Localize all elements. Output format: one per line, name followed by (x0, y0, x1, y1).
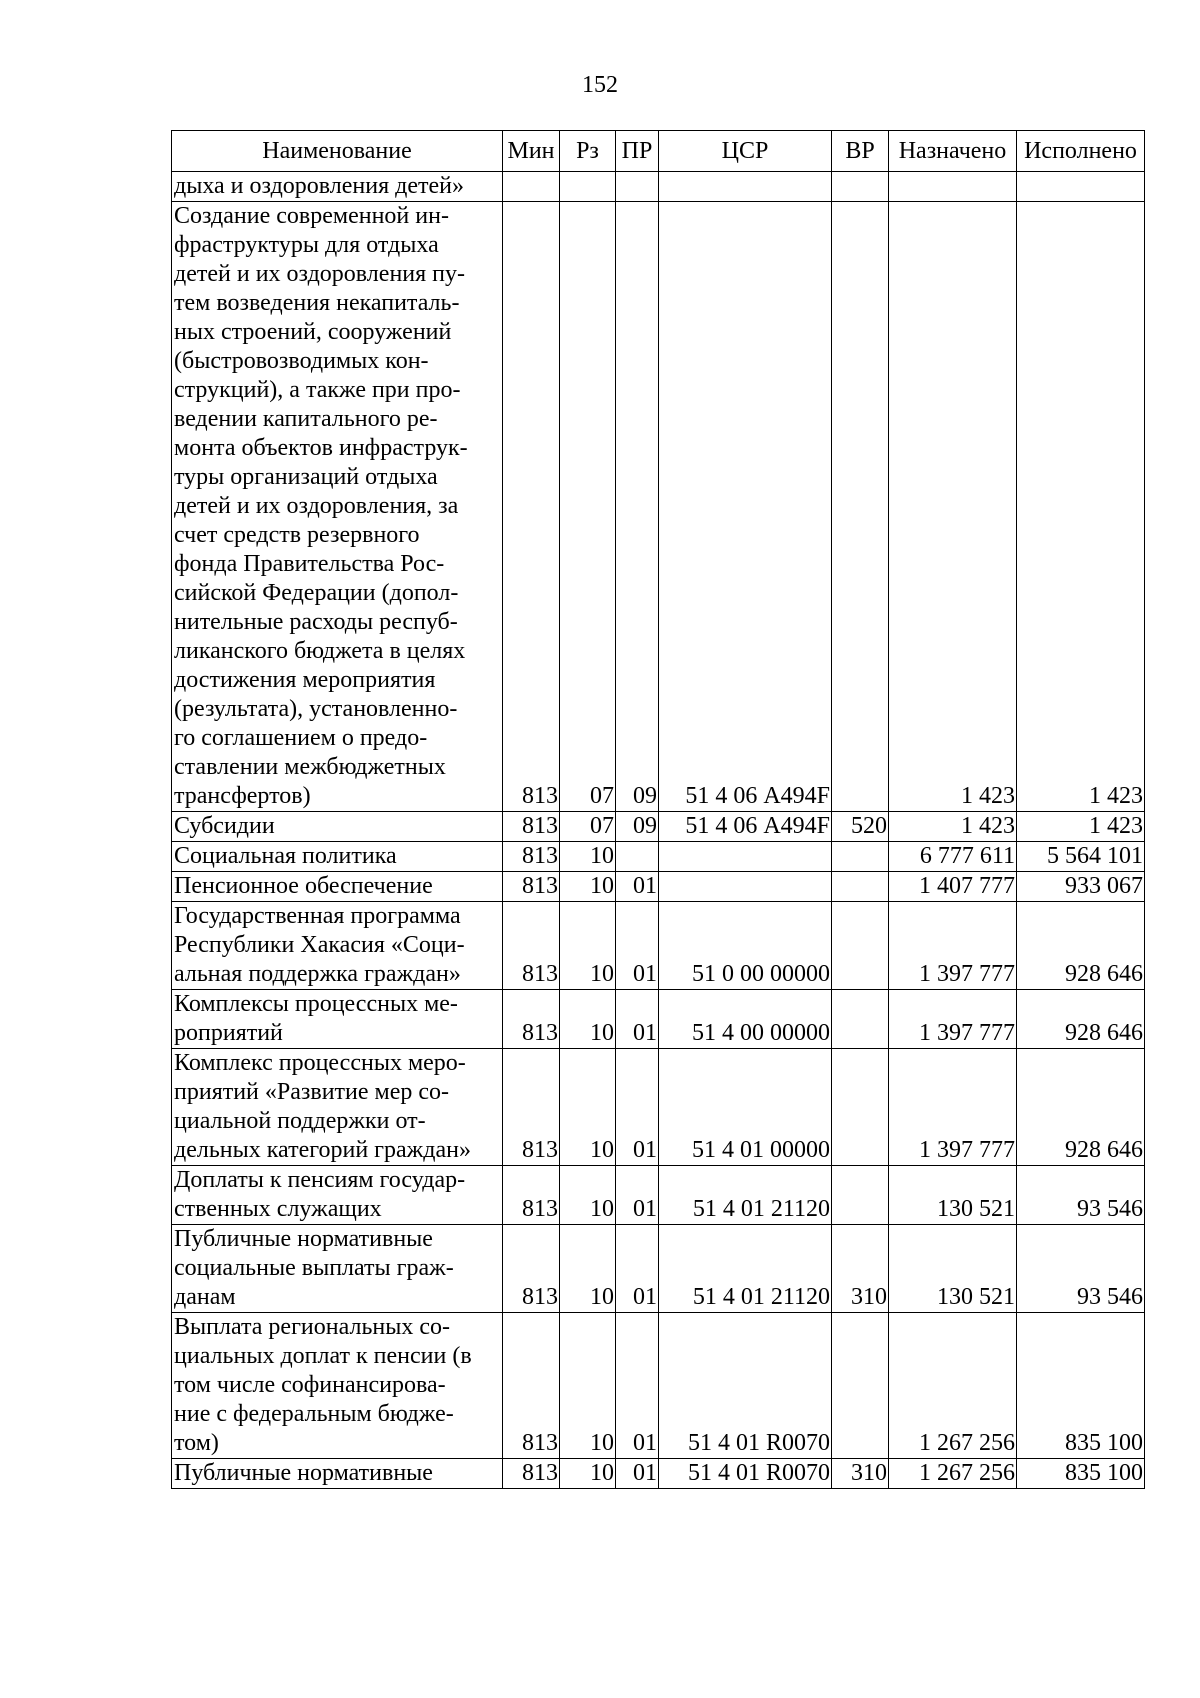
row-csr: 51 0 00 00000 (659, 902, 832, 990)
row-csr (659, 872, 832, 902)
header-csr: ЦСР (659, 131, 832, 172)
row-min: 813 (503, 842, 560, 872)
row-min: 813 (503, 1459, 560, 1489)
row-min: 813 (503, 990, 560, 1049)
row-csr (659, 172, 832, 202)
row-name: Комплексы процессных ме- роприятий (172, 990, 503, 1049)
row-name: дыха и оздоровления детей» (172, 172, 503, 202)
row-rz: 10 (560, 872, 616, 902)
row-name: Пенсионное обеспечение (172, 872, 503, 902)
row-csr (659, 842, 832, 872)
table-row (172, 1313, 1145, 1459)
row-executed: 1 423 (1017, 202, 1145, 812)
row-vr (832, 202, 889, 812)
row-pr: 01 (616, 990, 659, 1049)
row-pr: 01 (616, 1166, 659, 1225)
row-name: Выплата региональных со- циальных доплат к пенсии (в том числе софинансирова- ние с федеральным бюдже- том) (172, 1313, 503, 1459)
row-vr: 310 (832, 1225, 889, 1313)
row-pr (616, 172, 659, 202)
row-pr: 01 (616, 902, 659, 990)
row-name: Субсидии (172, 812, 503, 842)
row-name: Публичные нормативные (172, 1459, 503, 1489)
row-csr: 51 4 01 21120 (659, 1225, 832, 1313)
row-name: Создание современной ин- фраструктуры для отдыха детей и их оздоровления пу- тем возведения некапиталь- ных строений, сооружений (быстровозводимых кон- струкций), а также при про- ведении капитального ре- монта объектов инфраструк- туры организаций отдыха детей и их оздоровления, за счет средств резервного фонда Правительства Рос- сийской Федерации (допол- нительные расходы респуб- ликанского бюджета в целях достижения мероприятия (результата), установленно- го соглашением о предо- ставлении межбюджетных трансфертов) (172, 202, 503, 812)
row-vr (832, 1166, 889, 1225)
row-executed: 933 067 (1017, 872, 1145, 902)
row-min: 813 (503, 902, 560, 990)
row-assigned: 1 267 256 (889, 1459, 1017, 1489)
table-row (172, 902, 1145, 990)
table-row (172, 1166, 1145, 1225)
table-row (172, 842, 1145, 872)
row-rz: 10 (560, 1225, 616, 1313)
row-vr: 310 (832, 1459, 889, 1489)
row-rz: 10 (560, 902, 616, 990)
row-pr (616, 842, 659, 872)
row-vr (832, 842, 889, 872)
row-rz: 07 (560, 812, 616, 842)
row-name: Социальная политика (172, 842, 503, 872)
row-assigned: 1 397 777 (889, 990, 1017, 1049)
row-vr (832, 1049, 889, 1166)
row-executed: 928 646 (1017, 902, 1145, 990)
table-header-row (172, 131, 1145, 172)
row-vr: 520 (832, 812, 889, 842)
row-pr: 09 (616, 202, 659, 812)
row-pr: 01 (616, 872, 659, 902)
table-row (172, 1049, 1145, 1166)
row-rz: 07 (560, 202, 616, 812)
row-pr: 01 (616, 1225, 659, 1313)
row-assigned: 1 397 777 (889, 1049, 1017, 1166)
row-min (503, 172, 560, 202)
row-executed: 835 100 (1017, 1459, 1145, 1489)
row-rz: 10 (560, 1166, 616, 1225)
budget-table (171, 130, 1145, 1489)
header-min: Мин (503, 131, 560, 172)
row-assigned: 1 397 777 (889, 902, 1017, 990)
row-min: 813 (503, 1225, 560, 1313)
row-assigned (889, 172, 1017, 202)
row-executed: 928 646 (1017, 990, 1145, 1049)
row-csr: 51 4 00 00000 (659, 990, 832, 1049)
row-name: Государственная программа Республики Хакасия «Соци- альная поддержка граждан» (172, 902, 503, 990)
row-pr: 01 (616, 1313, 659, 1459)
row-rz: 10 (560, 990, 616, 1049)
row-min: 813 (503, 202, 560, 812)
row-assigned: 1 423 (889, 202, 1017, 812)
row-rz (560, 172, 616, 202)
row-rz: 10 (560, 1313, 616, 1459)
row-assigned: 130 521 (889, 1225, 1017, 1313)
row-min: 813 (503, 812, 560, 842)
row-min: 813 (503, 1049, 560, 1166)
row-vr (832, 990, 889, 1049)
row-executed: 93 546 (1017, 1166, 1145, 1225)
row-pr: 01 (616, 1459, 659, 1489)
table-row (172, 172, 1145, 202)
row-vr (832, 1313, 889, 1459)
row-rz: 10 (560, 1049, 616, 1166)
row-name: Доплаты к пенсиям государ- ственных служащих (172, 1166, 503, 1225)
table-row (172, 812, 1145, 842)
row-executed: 1 423 (1017, 812, 1145, 842)
row-assigned: 130 521 (889, 1166, 1017, 1225)
row-assigned: 1 267 256 (889, 1313, 1017, 1459)
row-min: 813 (503, 1313, 560, 1459)
row-rz: 10 (560, 1459, 616, 1489)
row-pr: 09 (616, 812, 659, 842)
header-executed: Исполнено (1017, 131, 1145, 172)
row-name: Публичные нормативные социальные выплаты граж- данам (172, 1225, 503, 1313)
row-csr: 51 4 06 А494F (659, 202, 832, 812)
table-row (172, 872, 1145, 902)
header-assigned: Назначено (889, 131, 1017, 172)
row-csr: 51 4 01 R0070 (659, 1459, 832, 1489)
page-number: 152 (582, 72, 618, 98)
row-vr (832, 872, 889, 902)
header-pr: ПР (616, 131, 659, 172)
row-executed: 93 546 (1017, 1225, 1145, 1313)
table-row (172, 990, 1145, 1049)
row-csr: 51 4 01 00000 (659, 1049, 832, 1166)
table-row (172, 1459, 1145, 1489)
row-csr: 51 4 06 А494F (659, 812, 832, 842)
row-pr: 01 (616, 1049, 659, 1166)
row-csr: 51 4 01 21120 (659, 1166, 832, 1225)
row-vr (832, 902, 889, 990)
row-executed (1017, 172, 1145, 202)
row-executed: 928 646 (1017, 1049, 1145, 1166)
row-vr (832, 172, 889, 202)
table-row (172, 202, 1145, 812)
row-assigned: 6 777 611 (889, 842, 1017, 872)
row-executed: 5 564 101 (1017, 842, 1145, 872)
table-row (172, 1225, 1145, 1313)
row-executed: 835 100 (1017, 1313, 1145, 1459)
row-min: 813 (503, 872, 560, 902)
header-name: Наименование (172, 131, 503, 172)
row-rz: 10 (560, 842, 616, 872)
row-name: Комплекс процессных меро- приятий «Развитие мер со- циальной поддержки от- дельных категорий граждан» (172, 1049, 503, 1166)
row-min: 813 (503, 1166, 560, 1225)
row-csr: 51 4 01 R0070 (659, 1313, 832, 1459)
row-assigned: 1 407 777 (889, 872, 1017, 902)
header-vr: ВР (832, 131, 889, 172)
header-rz: Рз (560, 131, 616, 172)
row-assigned: 1 423 (889, 812, 1017, 842)
